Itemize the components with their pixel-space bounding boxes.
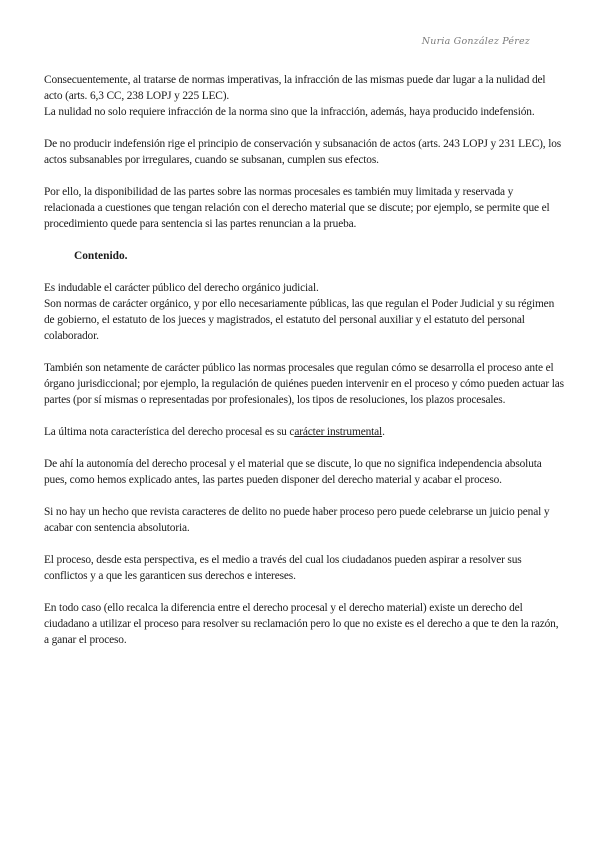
document-body [44,72,566,664]
paragraph-derecho-ciudadano: En todo caso (ello recalca la diferencia entre el derecho procesal y el derecho material) existe un derecho del ciudadano a utilizar el proceso para resolver su reclamación pero lo que no existe es el derecho a que te den la razón, a ganar el proceso. [44,602,559,646]
paragraph-indefension: La nulidad no solo requiere infracción de la norma sino que la infracción, además, haya producido indefensión. [44,106,535,118]
paragraph-caracter-instrumental-suffix: . [382,426,385,438]
paragraph-conservacion: De no producir indefensión rige el principio de conservación y subsanación de actos (arts. 243 LOPJ y 231 LEC), los actos subsanables por irregulares, cuando se subsanan, cumplen sus efectos. [44,138,562,166]
header-author: Nuria González Pérez [421,36,530,47]
paragraph-autonomia: De ahí la autonomía del derecho procesal y el material que se discute, lo que no significa independencia absoluta pues, como hemos explicado antes, las partes pueden disponer del derecho material y acabar el proceso. [44,458,542,486]
section-heading: Contenido. [74,250,128,262]
paragraph-normas-organicas: Son normas de carácter orgánico, y por ello necesariamente públicas, las que regulan el Poder Judicial y su régimen de gobierno, el estatuto de los jueces y magistrados, el estatuto del personal auxiliar y el estatuto del personal colaborador. [44,298,555,342]
paragraph-normas-procesales: También son netamente de carácter público las normas procesales que regulan cómo se desarrolla el proceso ante el órgano jurisdiccional; por ejemplo, la regulación de quiénes pueden intervenir en el proceso y cómo pueden actuar las partes (por sí mismas o representadas por profesionales), los tipos de resoluciones, los plazos procesales. [44,362,564,406]
paragraph-nulidad-acto: Consecuentemente, al tratarse de normas imperativas, la infracción de las mismas puede dar lugar a la nulidad del acto (arts. 6,3 CC, 238 LOPJ y 225 LEC). [44,74,546,102]
paragraph-medio-ciudadanos: El proceso, desde esta perspectiva, es el medio a través del cual los ciudadanos pueden aspirar a resolver sus conflictos y a que les garanticen sus derechos e intereses. [44,554,522,582]
paragraph-caracter-publico: Es indudable el carácter público del derecho orgánico judicial. [44,282,319,294]
paragraph-disponibilidad: Por ello, la disponibilidad de las partes sobre las normas procesales es también muy limitada y reservada y relacionada a cuestiones que tengan relación con el derecho material que se discute; por ejemplo, se permite que el procedimiento quede para sentencia si las partes renuncian a la prueba. [44,186,550,230]
paragraph-caracter-instrumental-prefix: La última nota característica del derecho procesal es su c [44,426,295,438]
paragraph-caracter-instrumental [44,424,566,440]
caracter-instrumental-underlined: arácter instrumental [294,426,383,438]
paragraph-juicio-penal: Si no hay un hecho que revista caracteres de delito no puede haber proceso pero puede celebrarse un juicio penal y acabar con sentencia absolutoria. [44,506,550,534]
